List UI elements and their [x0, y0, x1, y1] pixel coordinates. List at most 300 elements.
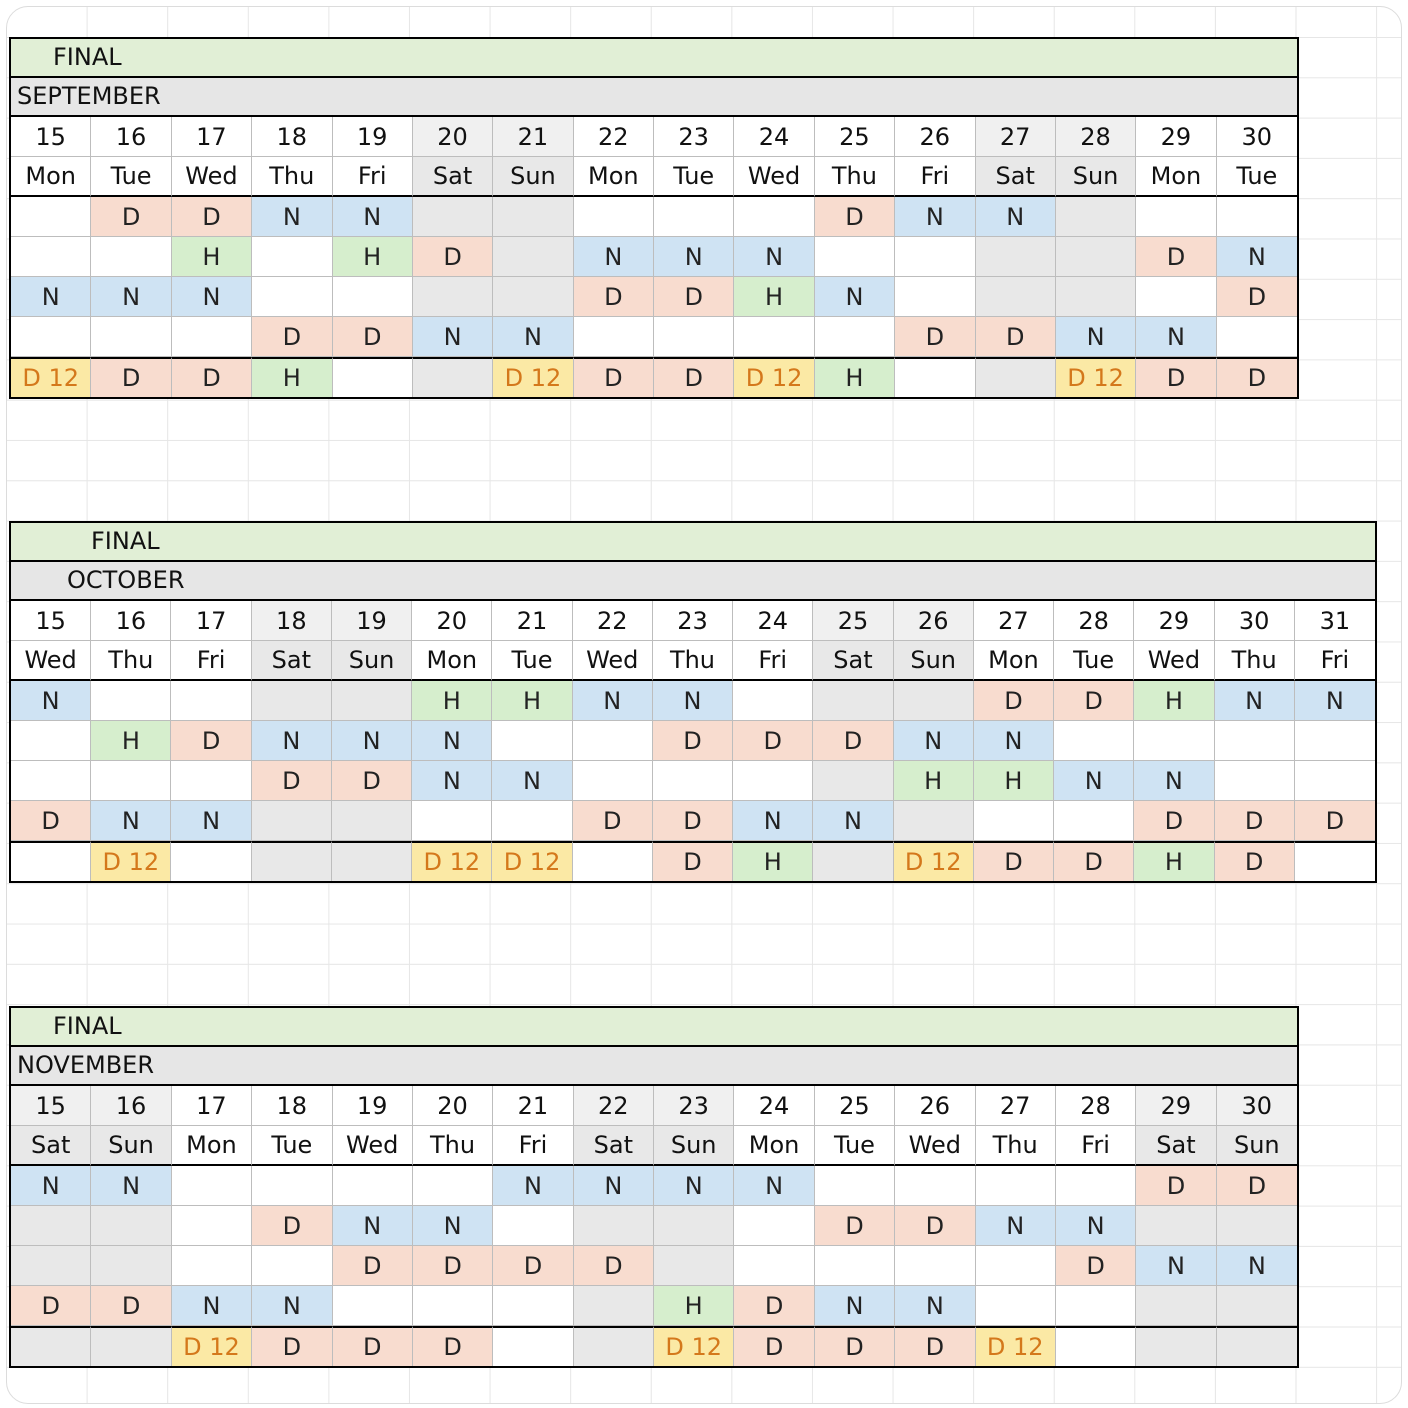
weekday-cell[interactable]: Sun	[1217, 1126, 1297, 1166]
shift-cell[interactable]: D	[574, 1246, 654, 1286]
date-cell[interactable]: 15	[11, 601, 91, 641]
date-cell[interactable]: 16	[91, 601, 171, 641]
weekday-cell[interactable]: Thu	[653, 641, 733, 681]
shift-cell[interactable]: N	[1056, 317, 1136, 357]
weekday-cell[interactable]: Wed	[172, 157, 252, 197]
shift-cell[interactable]: N	[976, 1206, 1056, 1246]
shift-cell[interactable]	[1136, 197, 1216, 237]
shift-cell[interactable]	[1215, 721, 1295, 761]
shift-cell[interactable]: D	[91, 357, 171, 397]
shift-cell[interactable]: D	[252, 1326, 332, 1366]
weekday-cell[interactable]: Tue	[252, 1126, 332, 1166]
weekday-cell[interactable]: Thu	[976, 1126, 1056, 1166]
date-cell[interactable]: 27	[974, 601, 1054, 641]
weekday-cell[interactable]: Mon	[1136, 157, 1216, 197]
shift-cell[interactable]	[493, 1326, 573, 1366]
date-cell[interactable]: 28	[1054, 601, 1134, 641]
shift-cell[interactable]: N	[813, 801, 893, 841]
date-cell[interactable]: 25	[815, 117, 895, 157]
shift-cell[interactable]: D	[1217, 277, 1297, 317]
date-cell[interactable]: 26	[894, 601, 974, 641]
shift-cell[interactable]	[815, 1166, 895, 1206]
shift-cell[interactable]: N	[91, 1166, 171, 1206]
shift-cell[interactable]: D	[252, 1206, 332, 1246]
shift-cell[interactable]: D	[1136, 1166, 1216, 1206]
shift-cell[interactable]: N	[976, 197, 1056, 237]
shift-cell[interactable]: D	[333, 1326, 413, 1366]
shift-cell[interactable]: D	[333, 317, 413, 357]
shift-cell[interactable]: D	[654, 357, 734, 397]
shift-cell[interactable]: N	[413, 317, 493, 357]
shift-cell[interactable]	[333, 1166, 413, 1206]
shift-cell[interactable]	[1136, 1326, 1216, 1366]
final-header[interactable]	[9, 521, 1377, 560]
shift-cell[interactable]: N	[492, 761, 572, 801]
shift-cell[interactable]: N	[252, 1286, 332, 1326]
shift-cell[interactable]	[492, 801, 572, 841]
shift-cell[interactable]: N	[11, 277, 91, 317]
shift-cell[interactable]: N	[1056, 1206, 1136, 1246]
shift-cell[interactable]: N	[333, 197, 413, 237]
shift-cell[interactable]	[974, 801, 1054, 841]
weekday-cell[interactable]: Sun	[1056, 157, 1136, 197]
shift-cell[interactable]: D	[91, 197, 171, 237]
shift-cell[interactable]: D	[653, 801, 733, 841]
date-cell[interactable]: 16	[91, 117, 171, 157]
date-cell[interactable]: 29	[1134, 601, 1214, 641]
weekday-cell[interactable]: Sun	[91, 1126, 171, 1166]
date-cell[interactable]: 25	[813, 601, 893, 641]
shift-cell[interactable]: N	[574, 237, 654, 277]
shift-cell[interactable]: N	[733, 801, 813, 841]
weekday-cell[interactable]: Thu	[815, 157, 895, 197]
shift-cell[interactable]: N	[172, 1286, 252, 1326]
shift-cell[interactable]: D	[1054, 841, 1134, 881]
shift-cell[interactable]: N	[493, 1166, 573, 1206]
shift-cell[interactable]	[654, 197, 734, 237]
weekday-cell[interactable]: Sat	[11, 1126, 91, 1166]
weekday-cell[interactable]: Thu	[1215, 641, 1295, 681]
date-cell[interactable]: 26	[895, 1086, 975, 1126]
shift-cell[interactable]	[91, 317, 171, 357]
weekday-cell[interactable]: Sun	[894, 641, 974, 681]
shift-cell[interactable]	[654, 1246, 734, 1286]
shift-cell[interactable]	[733, 761, 813, 801]
shift-cell[interactable]: D	[573, 801, 653, 841]
shift-cell[interactable]: N	[1134, 761, 1214, 801]
shift-cell[interactable]: N	[413, 1206, 493, 1246]
shift-cell[interactable]: N	[654, 237, 734, 277]
shift-cell[interactable]: N	[573, 681, 653, 721]
shift-cell[interactable]: D	[1134, 801, 1214, 841]
shift-cell[interactable]: D	[895, 1326, 975, 1366]
date-cell[interactable]: 30	[1217, 117, 1297, 157]
date-cell[interactable]: 18	[252, 1086, 332, 1126]
shift-cell[interactable]: D	[1215, 841, 1295, 881]
shift-cell[interactable]	[11, 197, 91, 237]
date-cell[interactable]: 24	[734, 1086, 814, 1126]
shift-cell[interactable]	[172, 317, 252, 357]
shift-cell[interactable]	[252, 1166, 332, 1206]
shift-cell[interactable]: D	[252, 761, 332, 801]
shift-cell[interactable]: N	[91, 277, 171, 317]
shift-cell[interactable]	[734, 197, 814, 237]
shift-cell[interactable]: D 12	[11, 357, 91, 397]
shift-cell[interactable]: N	[412, 721, 492, 761]
shift-cell[interactable]	[1136, 1206, 1216, 1246]
shift-cell[interactable]: N	[653, 681, 733, 721]
shift-cell[interactable]	[654, 317, 734, 357]
shift-cell[interactable]: D	[1056, 1246, 1136, 1286]
weekday-cell[interactable]: Wed	[11, 641, 91, 681]
shift-cell[interactable]	[813, 761, 893, 801]
shift-cell[interactable]: D	[574, 277, 654, 317]
shift-cell[interactable]	[1215, 761, 1295, 801]
date-cell[interactable]: 23	[654, 117, 734, 157]
shift-cell[interactable]	[1295, 841, 1375, 881]
shift-cell[interactable]	[573, 841, 653, 881]
shift-cell[interactable]	[1056, 277, 1136, 317]
shift-cell[interactable]	[1054, 801, 1134, 841]
shift-cell[interactable]: N	[895, 197, 975, 237]
shift-cell[interactable]	[815, 237, 895, 277]
shift-cell[interactable]	[894, 681, 974, 721]
shift-cell[interactable]	[11, 1206, 91, 1246]
weekday-cell[interactable]: Sun	[332, 641, 412, 681]
weekday-cell[interactable]: Tue	[492, 641, 572, 681]
shift-cell[interactable]: D	[734, 1326, 814, 1366]
shift-cell[interactable]	[813, 681, 893, 721]
weekday-cell[interactable]: Sat	[813, 641, 893, 681]
shift-cell[interactable]	[413, 197, 493, 237]
shift-cell[interactable]	[91, 1206, 171, 1246]
shift-cell[interactable]	[813, 841, 893, 881]
date-cell[interactable]: 21	[493, 117, 573, 157]
shift-cell[interactable]: N	[332, 721, 412, 761]
weekday-cell[interactable]: Mon	[734, 1126, 814, 1166]
shift-cell[interactable]: H	[172, 237, 252, 277]
shift-cell[interactable]: N	[974, 721, 1054, 761]
shift-cell[interactable]: N	[171, 801, 251, 841]
date-cell[interactable]: 28	[1056, 1086, 1136, 1126]
shift-cell[interactable]: D	[976, 317, 1056, 357]
shift-cell[interactable]: D 12	[894, 841, 974, 881]
shift-cell[interactable]: D 12	[734, 357, 814, 397]
shift-cell[interactable]	[332, 801, 412, 841]
date-cell[interactable]: 28	[1056, 117, 1136, 157]
shift-cell[interactable]	[91, 1326, 171, 1366]
shift-cell[interactable]: N	[1215, 681, 1295, 721]
shift-cell[interactable]	[252, 801, 332, 841]
weekday-cell[interactable]: Mon	[412, 641, 492, 681]
date-cell[interactable]: 27	[976, 1086, 1056, 1126]
shift-cell[interactable]	[895, 357, 975, 397]
shift-cell[interactable]	[171, 841, 251, 881]
shift-cell[interactable]: D	[413, 1246, 493, 1286]
weekday-cell[interactable]: Thu	[413, 1126, 493, 1166]
date-cell[interactable]: 17	[172, 1086, 252, 1126]
shift-cell[interactable]: N	[11, 1166, 91, 1206]
shift-cell[interactable]: D	[1136, 237, 1216, 277]
weekday-cell[interactable]: Fri	[171, 641, 251, 681]
shift-cell[interactable]: D 12	[412, 841, 492, 881]
shift-cell[interactable]	[492, 721, 572, 761]
shift-cell[interactable]: D	[815, 1206, 895, 1246]
shift-cell[interactable]	[1136, 277, 1216, 317]
shift-cell[interactable]	[1056, 197, 1136, 237]
weekday-cell[interactable]: Sun	[654, 1126, 734, 1166]
spreadsheet-grid[interactable]	[6, 6, 1402, 1404]
shift-cell[interactable]	[654, 1206, 734, 1246]
shift-cell[interactable]: N	[1217, 1246, 1297, 1286]
shift-cell[interactable]	[171, 681, 251, 721]
month-header[interactable]	[9, 560, 1377, 599]
weekday-cell[interactable]: Wed	[333, 1126, 413, 1166]
weekday-cell[interactable]: Tue	[1054, 641, 1134, 681]
shift-cell[interactable]	[1054, 721, 1134, 761]
month-header[interactable]	[9, 76, 1299, 115]
shift-cell[interactable]: H	[974, 761, 1054, 801]
shift-cell[interactable]: D	[815, 197, 895, 237]
shift-cell[interactable]	[252, 841, 332, 881]
shift-cell[interactable]: D	[413, 1326, 493, 1366]
date-cell[interactable]: 20	[412, 601, 492, 641]
shift-cell[interactable]	[11, 841, 91, 881]
shift-cell[interactable]	[976, 1246, 1056, 1286]
date-cell[interactable]: 18	[252, 117, 332, 157]
shift-cell[interactable]: H	[412, 681, 492, 721]
weekday-cell[interactable]: Thu	[91, 641, 171, 681]
shift-cell[interactable]: H	[492, 681, 572, 721]
shift-cell[interactable]: N	[252, 197, 332, 237]
weekday-cell[interactable]: Wed	[573, 641, 653, 681]
shift-cell[interactable]	[895, 1246, 975, 1286]
date-cell[interactable]: 26	[895, 117, 975, 157]
weekday-cell[interactable]: Sat	[1136, 1126, 1216, 1166]
weekday-cell[interactable]: Sat	[976, 157, 1056, 197]
shift-cell[interactable]: D	[333, 1246, 413, 1286]
final-header[interactable]	[9, 37, 1299, 76]
shift-cell[interactable]: D 12	[492, 841, 572, 881]
shift-cell[interactable]	[895, 237, 975, 277]
shift-cell[interactable]	[1056, 1166, 1136, 1206]
shift-cell[interactable]: D	[172, 197, 252, 237]
shift-cell[interactable]	[976, 237, 1056, 277]
weekday-cell[interactable]: Sat	[252, 641, 332, 681]
weekday-cell[interactable]: Mon	[974, 641, 1054, 681]
date-cell[interactable]: 25	[815, 1086, 895, 1126]
shift-cell[interactable]: N	[815, 1286, 895, 1326]
weekday-cell[interactable]: Fri	[1295, 641, 1375, 681]
date-cell[interactable]: 17	[172, 117, 252, 157]
shift-cell[interactable]	[493, 277, 573, 317]
shift-cell[interactable]: D	[574, 357, 654, 397]
shift-cell[interactable]	[1134, 721, 1214, 761]
shift-cell[interactable]	[976, 1286, 1056, 1326]
date-cell[interactable]: 31	[1295, 601, 1375, 641]
weekday-cell[interactable]: Sat	[413, 157, 493, 197]
weekday-cell[interactable]: Mon	[574, 157, 654, 197]
shift-cell[interactable]: H	[1134, 681, 1214, 721]
shift-cell[interactable]: N	[1136, 1246, 1216, 1286]
weekday-cell[interactable]: Wed	[1134, 641, 1214, 681]
weekday-cell[interactable]: Wed	[734, 157, 814, 197]
shift-cell[interactable]	[1056, 1326, 1136, 1366]
shift-cell[interactable]: D	[91, 1286, 171, 1326]
shift-cell[interactable]: D	[172, 357, 252, 397]
shift-cell[interactable]: D 12	[976, 1326, 1056, 1366]
shift-cell[interactable]	[11, 1326, 91, 1366]
shift-cell[interactable]: H	[91, 721, 171, 761]
shift-cell[interactable]: N	[91, 801, 171, 841]
shift-cell[interactable]: D	[974, 841, 1054, 881]
shift-cell[interactable]: D	[332, 761, 412, 801]
shift-cell[interactable]: D	[1136, 357, 1216, 397]
weekday-cell[interactable]: Fri	[1056, 1126, 1136, 1166]
shift-cell[interactable]: N	[11, 681, 91, 721]
shift-cell[interactable]	[1217, 1206, 1297, 1246]
shift-cell[interactable]	[574, 1326, 654, 1366]
shift-cell[interactable]: N	[654, 1166, 734, 1206]
shift-cell[interactable]: N	[493, 317, 573, 357]
shift-cell[interactable]	[91, 681, 171, 721]
shift-cell[interactable]: D	[974, 681, 1054, 721]
weekday-cell[interactable]: Mon	[11, 157, 91, 197]
shift-cell[interactable]: D	[1215, 801, 1295, 841]
shift-cell[interactable]: D	[11, 801, 91, 841]
shift-cell[interactable]: H	[733, 841, 813, 881]
weekday-cell[interactable]: Fri	[733, 641, 813, 681]
shift-cell[interactable]	[976, 357, 1056, 397]
shift-cell[interactable]	[91, 761, 171, 801]
date-cell[interactable]: 27	[976, 117, 1056, 157]
shift-cell[interactable]	[574, 317, 654, 357]
shift-cell[interactable]	[1217, 197, 1297, 237]
shift-cell[interactable]	[413, 357, 493, 397]
date-cell[interactable]: 19	[332, 601, 412, 641]
shift-cell[interactable]	[252, 1246, 332, 1286]
date-cell[interactable]: 20	[413, 1086, 493, 1126]
shift-cell[interactable]	[573, 761, 653, 801]
shift-cell[interactable]: D	[653, 721, 733, 761]
date-cell[interactable]: 15	[11, 1086, 91, 1126]
date-cell[interactable]: 18	[252, 601, 332, 641]
date-cell[interactable]: 16	[91, 1086, 171, 1126]
shift-cell[interactable]: D 12	[493, 357, 573, 397]
shift-cell[interactable]: H	[734, 277, 814, 317]
shift-cell[interactable]: N	[895, 1286, 975, 1326]
date-cell[interactable]: 24	[733, 601, 813, 641]
date-cell[interactable]: 22	[574, 1086, 654, 1126]
date-cell[interactable]: 29	[1136, 1086, 1216, 1126]
shift-cell[interactable]: D	[1054, 681, 1134, 721]
shift-cell[interactable]: N	[1054, 761, 1134, 801]
weekday-cell[interactable]: Fri	[493, 1126, 573, 1166]
date-cell[interactable]: 22	[573, 601, 653, 641]
shift-cell[interactable]: D	[734, 1286, 814, 1326]
date-cell[interactable]: 23	[653, 601, 733, 641]
shift-cell[interactable]	[333, 357, 413, 397]
shift-cell[interactable]	[333, 1286, 413, 1326]
shift-cell[interactable]	[493, 1206, 573, 1246]
shift-cell[interactable]	[1136, 1286, 1216, 1326]
shift-cell[interactable]	[895, 277, 975, 317]
shift-cell[interactable]: D	[252, 317, 332, 357]
date-cell[interactable]: 15	[11, 117, 91, 157]
date-cell[interactable]: 19	[333, 117, 413, 157]
date-cell[interactable]: 30	[1217, 1086, 1297, 1126]
shift-cell[interactable]	[333, 277, 413, 317]
shift-cell[interactable]: D	[654, 277, 734, 317]
date-cell[interactable]: 22	[574, 117, 654, 157]
shift-cell[interactable]: H	[333, 237, 413, 277]
shift-cell[interactable]	[252, 681, 332, 721]
shift-cell[interactable]	[172, 1166, 252, 1206]
shift-cell[interactable]: H	[654, 1286, 734, 1326]
shift-cell[interactable]: D	[895, 317, 975, 357]
shift-cell[interactable]	[493, 1286, 573, 1326]
shift-cell[interactable]: H	[815, 357, 895, 397]
shift-cell[interactable]	[172, 1206, 252, 1246]
weekday-cell[interactable]: Sun	[493, 157, 573, 197]
shift-cell[interactable]	[1217, 317, 1297, 357]
shift-cell[interactable]	[976, 277, 1056, 317]
shift-cell[interactable]	[733, 681, 813, 721]
shift-cell[interactable]	[91, 1246, 171, 1286]
shift-cell[interactable]	[573, 721, 653, 761]
shift-cell[interactable]: N	[1136, 317, 1216, 357]
shift-cell[interactable]	[252, 237, 332, 277]
shift-cell[interactable]: D	[895, 1206, 975, 1246]
shift-cell[interactable]	[574, 197, 654, 237]
shift-cell[interactable]	[91, 237, 171, 277]
shift-cell[interactable]: N	[734, 1166, 814, 1206]
weekday-cell[interactable]: Sat	[574, 1126, 654, 1166]
shift-cell[interactable]: D	[815, 1326, 895, 1366]
date-cell[interactable]: 21	[493, 1086, 573, 1126]
shift-cell[interactable]: N	[574, 1166, 654, 1206]
date-cell[interactable]: 17	[171, 601, 251, 641]
shift-cell[interactable]: D	[11, 1286, 91, 1326]
shift-cell[interactable]	[11, 761, 91, 801]
shift-cell[interactable]: H	[1134, 841, 1214, 881]
date-cell[interactable]: 19	[333, 1086, 413, 1126]
shift-cell[interactable]: D	[813, 721, 893, 761]
shift-cell[interactable]: D 12	[91, 841, 171, 881]
date-cell[interactable]: 29	[1136, 117, 1216, 157]
shift-cell[interactable]	[172, 1246, 252, 1286]
shift-cell[interactable]: N	[1295, 681, 1375, 721]
shift-cell[interactable]: N	[172, 277, 252, 317]
weekday-cell[interactable]: Wed	[895, 1126, 975, 1166]
shift-cell[interactable]	[413, 277, 493, 317]
shift-cell[interactable]: H	[894, 761, 974, 801]
shift-cell[interactable]	[11, 237, 91, 277]
shift-cell[interactable]: D	[733, 721, 813, 761]
shift-cell[interactable]: D	[653, 841, 733, 881]
shift-cell[interactable]	[413, 1166, 493, 1206]
weekday-cell[interactable]: Fri	[895, 157, 975, 197]
shift-cell[interactable]: D	[1217, 1166, 1297, 1206]
shift-cell[interactable]	[1056, 237, 1136, 277]
shift-cell[interactable]	[895, 1166, 975, 1206]
shift-cell[interactable]	[653, 761, 733, 801]
shift-cell[interactable]: D	[493, 1246, 573, 1286]
date-cell[interactable]: 24	[734, 117, 814, 157]
shift-cell[interactable]	[412, 801, 492, 841]
weekday-cell[interactable]: Tue	[815, 1126, 895, 1166]
shift-cell[interactable]	[734, 1206, 814, 1246]
